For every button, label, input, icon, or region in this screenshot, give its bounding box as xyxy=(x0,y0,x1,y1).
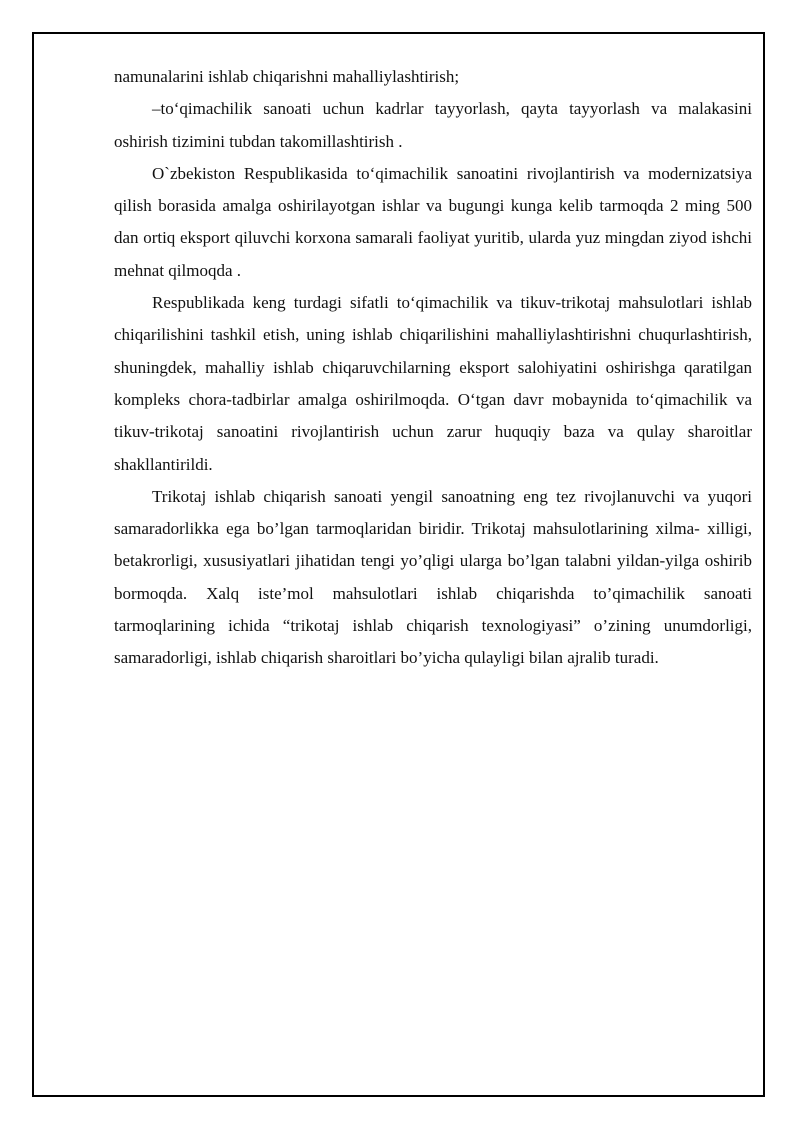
paragraph-knitting-industry: Trikotaj ishlab chiqarish sanoati yengil sanoatning eng tez rivojlanuvchi va yuqori samaradorlikka ega bo’lgan tarmoqlaridan biridir. Trikotaj mahsulotlarining xilma- xilligi, betakrorligi, xususiyatlari jihatidan tengi yo’qligi ularga bo’lgan talabni yildan-yilga oshirib bormoqda. Xalq iste’mol mahsulotlari ishlab chiqarishda to’qimachilik sanoati tarmoqlarining ichida “trikotaj ishlab chiqarish texnologiyasi” o’zining unumdorligi, samaradorligi, ishlab chiqarish sharoitlari bo’yicha qulayligi bilan ajralib turadi. xyxy=(114,486,752,668)
paragraph-export-enterprises: O`zbekiston Respublikasida to‘qimachilik sanoatini rivojlantirish va modernizatsiya qilish borasida amalga oshirilayotgan ishlar va bugungi kunga kelib tarmoqda 2 ming 500 dan ortiq eksport qiluvchi korxona samarali faoliyat yuritib, ularda yuz mingdan ziyod ishchi mehnat qilmoqda . xyxy=(114,163,752,280)
paragraph-republic-measures: Respublikada keng turdagi sifatli to‘qimachilik va tikuv-trikotaj mahsulotlari ishlab chiqarilishini tashkil etish, uning ishlab chiqarilishini mahalliylashtirishni chuqurlashtirish, shuningdek, mahalliy ishlab chiqaruvchilarning eksport salohiyatini oshirishga qaratilgan kompleks chora-tadbirlar amalga oshirilmoqda. O‘tgan davr mobaynida to‘qimachilik va tikuv-trikotaj sanoatini rivojlantirish uchun zarur huquqiy baza va qulay sharoitlar shakllantirildi. xyxy=(114,293,752,474)
document-body xyxy=(114,61,752,675)
paragraph-continuation: namunalarini ishlab chiqarishni mahalliylashtirish; xyxy=(114,67,460,86)
paragraph-list-item: –to‘qimachilik sanoati uchun kadrlar tayyorlash, qayta tayyorlash va malakasini oshirish tizimini tubdan takomillashtirish . xyxy=(114,99,752,151)
